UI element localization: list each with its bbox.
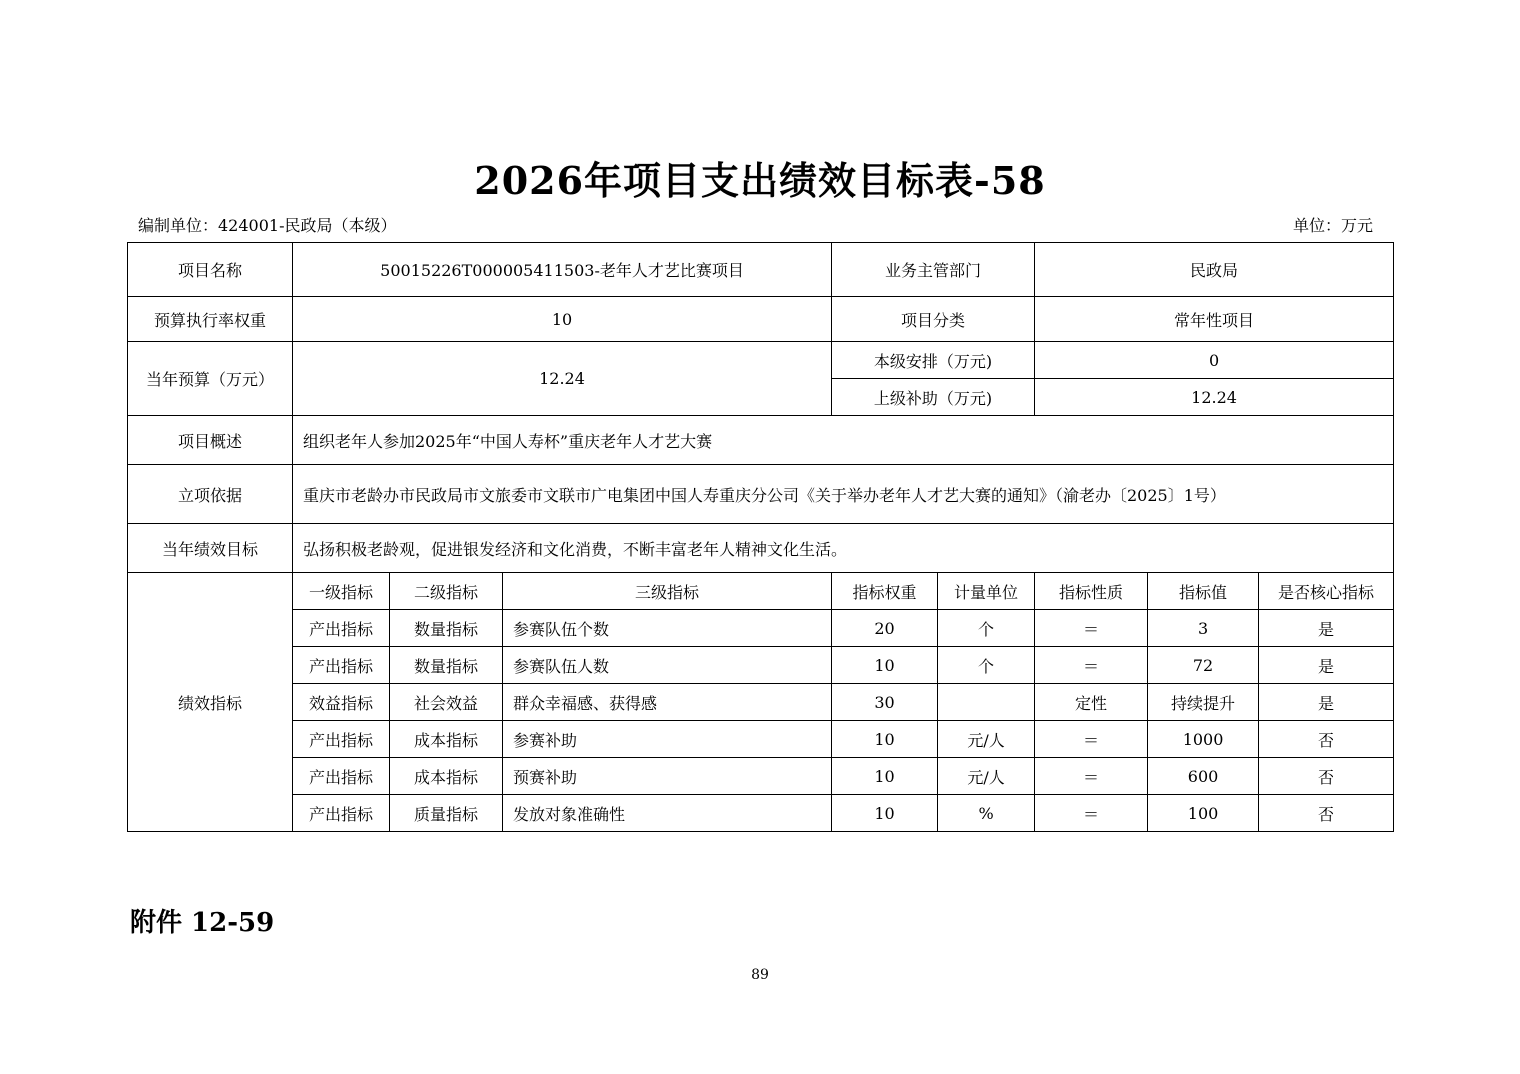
indicator-value: 100 (1148, 795, 1259, 832)
table-row (128, 297, 1394, 342)
indicator-nature: ＝ (1035, 758, 1148, 795)
indicator-weight: 10 (832, 647, 938, 684)
indicator-level2: 社会效益 (390, 684, 503, 721)
indicator-level3: 参赛队伍个数 (503, 610, 832, 647)
header-level1: 一级指标 (293, 573, 390, 610)
indicator-unit: 个 (938, 647, 1035, 684)
indicator-unit: 元/人 (938, 758, 1035, 795)
project-name-value: 50015226T000005411503-老年人才艺比赛项目 (293, 243, 832, 297)
table-row (128, 465, 1394, 524)
performance-table (127, 242, 1394, 832)
basis-label: 立项依据 (128, 465, 293, 524)
local-value: 0 (1035, 342, 1394, 379)
indicator-row (128, 647, 1394, 684)
budget-label: 当年预算（万元） (128, 342, 293, 416)
indicator-unit: % (938, 795, 1035, 832)
indicator-value: 72 (1148, 647, 1259, 684)
header-level2: 二级指标 (390, 573, 503, 610)
basis-value: 重庆市老龄办市民政局市文旅委市文联市广电集团中国人寿重庆分公司《关于举办老年人才艺大赛的通知》（渝老办〔2025〕1号） (293, 465, 1394, 524)
org-label: 编制单位：424001-民政局（本级） (138, 216, 397, 235)
indicator-row (128, 610, 1394, 647)
indicator-core: 否 (1259, 721, 1394, 758)
local-label: 本级安排（万元) (832, 342, 1035, 379)
indicator-nature: ＝ (1035, 721, 1148, 758)
indicator-level1: 产出指标 (293, 758, 390, 795)
budget-value: 12.24 (293, 342, 832, 416)
summary-value: 组织老年人参加2025年“中国人寿杯”重庆老年人才艺大赛 (293, 416, 1394, 465)
table-row (128, 342, 1394, 379)
indicator-core: 否 (1259, 795, 1394, 832)
summary-label: 项目概述 (128, 416, 293, 465)
weight-value: 10 (293, 297, 832, 342)
indicator-nature: ＝ (1035, 647, 1148, 684)
category-label: 项目分类 (832, 297, 1035, 342)
header-nature: 指标性质 (1035, 573, 1148, 610)
table-row (128, 524, 1394, 573)
indicator-level3: 发放对象准确性 (503, 795, 832, 832)
indicator-level3: 参赛补助 (503, 721, 832, 758)
table-row (128, 243, 1394, 297)
header-level3: 三级指标 (503, 573, 832, 610)
goal-label: 当年绩效目标 (128, 524, 293, 573)
indicator-nature: 定性 (1035, 684, 1148, 721)
indicator-core: 是 (1259, 647, 1394, 684)
indicator-header-row (128, 573, 1394, 610)
indicator-weight: 20 (832, 610, 938, 647)
table-row (128, 416, 1394, 465)
indicator-unit: 元/人 (938, 721, 1035, 758)
indicator-unit (938, 684, 1035, 721)
goal-value: 弘扬积极老龄观，促进银发经济和文化消费，不断丰富老年人精神文化生活。 (293, 524, 1394, 573)
indicator-value: 持续提升 (1148, 684, 1259, 721)
appendix-label: 附件 12-59 (130, 908, 275, 938)
header-core: 是否核心指标 (1259, 573, 1394, 610)
indicator-value: 1000 (1148, 721, 1259, 758)
project-name-label: 项目名称 (128, 243, 293, 297)
upper-value: 12.24 (1035, 379, 1394, 416)
dept-value: 民政局 (1035, 243, 1394, 297)
indicator-level2: 成本指标 (390, 758, 503, 795)
indicator-level2: 成本指标 (390, 721, 503, 758)
weight-label: 预算执行率权重 (128, 297, 293, 342)
indicator-row (128, 721, 1394, 758)
header-weight: 指标权重 (832, 573, 938, 610)
category-value: 常年性项目 (1035, 297, 1394, 342)
indicator-level2: 数量指标 (390, 647, 503, 684)
indicator-unit: 个 (938, 610, 1035, 647)
indicator-level1: 产出指标 (293, 721, 390, 758)
indicator-nature: ＝ (1035, 795, 1148, 832)
indicator-level1: 产出指标 (293, 610, 390, 647)
indicator-row (128, 758, 1394, 795)
header-value: 指标值 (1148, 573, 1259, 610)
indicator-value: 3 (1148, 610, 1259, 647)
upper-label: 上级补助（万元) (832, 379, 1035, 416)
indicator-core: 是 (1259, 610, 1394, 647)
indicator-level3: 预赛补助 (503, 758, 832, 795)
indicator-weight: 10 (832, 795, 938, 832)
indicator-level3: 群众幸福感、获得感 (503, 684, 832, 721)
header-unit: 计量单位 (938, 573, 1035, 610)
page-number: 89 (751, 967, 769, 983)
indicator-weight: 10 (832, 721, 938, 758)
page-title: 2026年项目支出绩效目标表-58 (474, 158, 1046, 203)
dept-label: 业务主管部门 (832, 243, 1035, 297)
indicator-level2: 质量指标 (390, 795, 503, 832)
unit-label: 单位：万元 (1293, 216, 1374, 235)
indicator-level1: 产出指标 (293, 647, 390, 684)
indicator-core: 是 (1259, 684, 1394, 721)
indicator-level1: 产出指标 (293, 795, 390, 832)
indicator-value: 600 (1148, 758, 1259, 795)
indicators-section-label: 绩效指标 (128, 573, 293, 832)
indicator-level3: 参赛队伍人数 (503, 647, 832, 684)
indicator-level2: 数量指标 (390, 610, 503, 647)
indicator-row (128, 684, 1394, 721)
indicator-row (128, 795, 1394, 832)
indicator-level1: 效益指标 (293, 684, 390, 721)
indicator-weight: 30 (832, 684, 938, 721)
indicator-nature: ＝ (1035, 610, 1148, 647)
indicator-weight: 10 (832, 758, 938, 795)
indicator-core: 否 (1259, 758, 1394, 795)
